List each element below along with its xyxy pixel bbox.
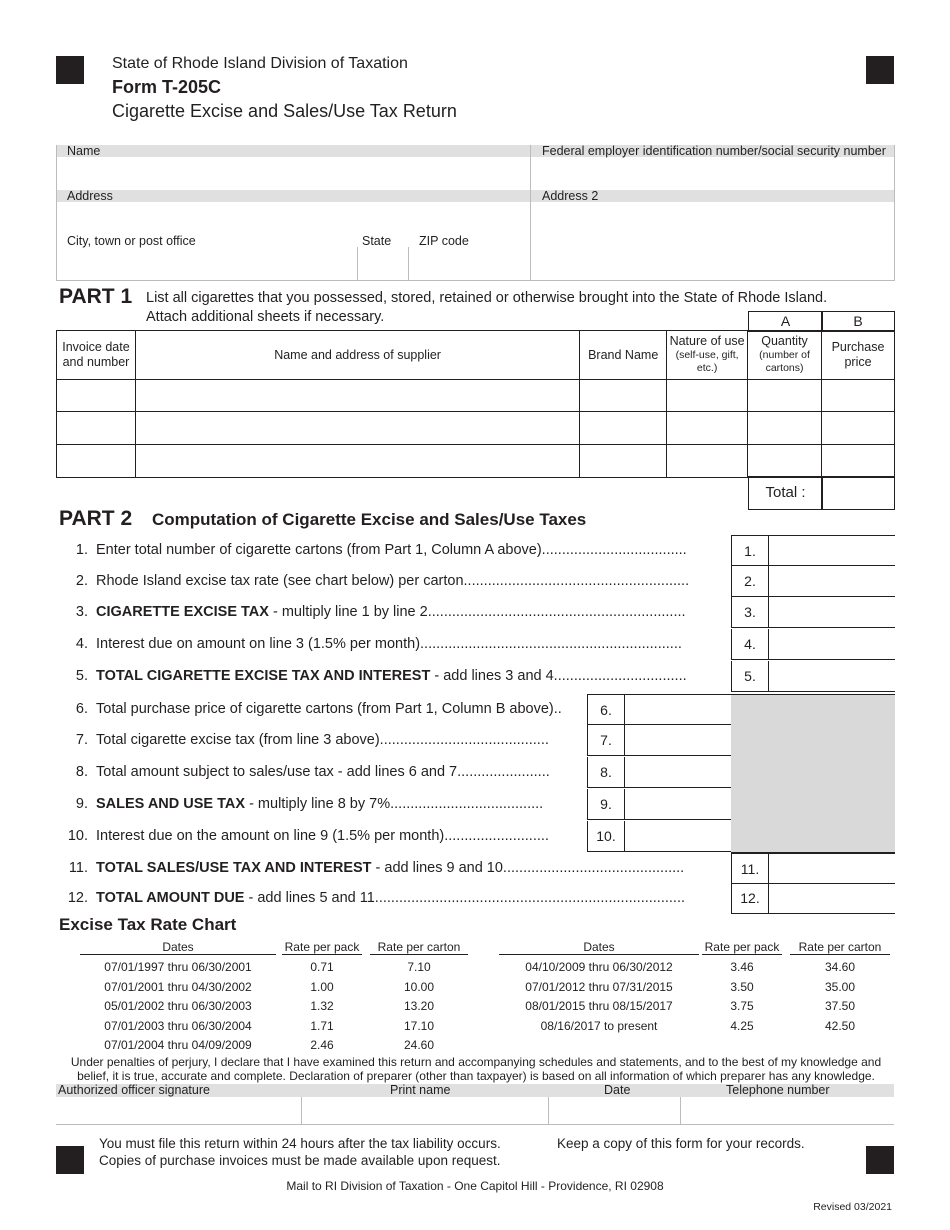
print-name-field[interactable] [302,1097,548,1124]
supplier-cell[interactable] [135,380,579,412]
rate-cell: 35.00 [824,979,856,994]
rate-cell: 07/01/2012 thru 07/31/2015 [525,979,673,994]
line-text: Rhode Island excise tax rate (see chart below) per carton........................................................ [96,573,690,589]
rate-cell: 24.60 [403,1038,435,1052]
quantity-cell[interactable] [748,412,822,445]
part2-line-6 [60,694,588,724]
line-4-amount-field[interactable] [769,629,895,660]
line-number: 12. [67,890,88,906]
rate-cell: 1.71 [310,1018,334,1033]
line-bold-text: TOTAL CIGARETTE EXCISE TAX AND INTEREST [96,668,431,684]
part2-line-9 [60,789,588,819]
registration-mark-bottom-right [866,1146,894,1174]
part2-line-10 [60,821,588,851]
line-text: - add lines 9 and 10............................................. [371,860,685,876]
line-box-number: 12. [731,883,769,914]
state-field[interactable] [358,247,408,280]
part1-header-row [57,331,895,380]
table-row [57,445,895,478]
part1-instructions-2: Attach additional sheets if necessary. [146,309,385,325]
invoice-cell[interactable] [57,380,136,412]
line-box-number: 3. [731,597,769,628]
line-8-amount-field[interactable] [625,757,731,788]
price-cell[interactable] [822,445,895,478]
agency-name: State of Rhode Island Division of Taxation [112,55,408,72]
part2-line-4 [60,629,730,659]
nature-cell[interactable] [667,445,748,478]
address-label: Address [56,190,530,202]
line-7-amount-field[interactable] [625,725,731,756]
line-box-number: 6. [587,694,625,725]
line-text: - add lines 5 and 11............................................................................. [244,890,686,906]
form-title: Cigarette Excise and Sales/Use Tax Return [112,101,457,121]
rate-cell: 04/10/2009 thru 06/30/2012 [525,960,673,974]
fein-field[interactable] [531,157,894,190]
brand-cell[interactable] [580,380,667,412]
id-divider-mid [530,145,531,280]
rate-cell: 3.46 [730,960,754,974]
line-text: Total amount subject to sales/use tax - add lines 6 and 7....................... [96,764,550,780]
filing-note-1: You must file this return within 24 hours after the tax liability occurs. [99,1136,501,1151]
line-number: 8. [75,764,88,780]
rate-cell: 0.71 [310,960,334,974]
line-number: 7. [75,732,88,748]
line-box-number: 10. [587,821,625,852]
print-name-label: Print name [390,1083,451,1097]
rate-header-left-carton: Rate per carton [370,940,468,955]
line-10-amount-field[interactable] [625,821,731,852]
part1-instructions-1: List all cigarettes that you possessed, stored, retained or otherwise brought into the State of Rhode Island. [146,290,828,306]
part2-line-12 [60,883,730,913]
line-11-amount-field[interactable] [769,853,895,884]
rate-cell: 08/01/2015 thru 08/15/2017 [525,999,673,1013]
address-field[interactable] [56,202,530,235]
line-text: Interest due on amount on line 3 (1.5% per month)................................................................. [96,636,682,652]
sig-divider-3 [680,1097,681,1124]
line-bold-text: TOTAL SALES/USE TAX AND INTEREST [96,860,372,876]
line-number: 2. [75,573,88,589]
part1-col-a-label: A [748,311,823,332]
rate-header-right-dates: Dates [499,940,699,955]
telephone-label: Telephone number [726,1083,830,1097]
line-3-amount-field[interactable] [769,597,895,628]
rate-cell: 1.32 [310,999,334,1013]
line-box-number: 7. [587,725,625,756]
officer-signature-field[interactable] [56,1097,301,1124]
supplier-cell[interactable] [135,412,579,445]
rate-cell: 37.50 [824,999,856,1013]
price-header: Purchase price [822,331,895,380]
id-border-right [894,145,895,280]
line-6-amount-field[interactable] [625,694,731,725]
invoice-header: Invoice date and number [57,331,136,380]
line-bold-text: SALES AND USE TAX [96,796,246,812]
id-divider-zip [408,247,409,280]
brand-header: Brand Name [580,331,667,380]
rate-cell: 13.20 [403,999,435,1013]
line-text: - multiply line 8 by 7%...................................... [245,796,544,812]
part1-total-label: Total : [748,476,823,510]
rate-cell: 05/01/2002 thru 06/30/2003 [104,999,252,1013]
id-border-bottom [56,280,895,281]
table-row [57,380,895,412]
brand-cell[interactable] [580,445,667,478]
rate-cell: 07/01/2004 thru 04/09/2009 [104,1038,252,1052]
line-bold-text: CIGARETTE EXCISE TAX [96,604,269,620]
table-row [57,412,895,445]
telephone-field[interactable] [681,1097,894,1124]
nature-header: Nature of use (self-use, gift, etc.) [667,331,748,380]
line-number: 11. [68,860,88,876]
rate-cell: 07/01/2003 thru 06/30/2004 [104,1018,252,1033]
rate-cell: 08/16/2017 to present [540,1018,658,1033]
part2-line-3 [60,597,730,627]
line-box-number: 5. [731,661,769,692]
declaration-line-2: belief, it is true, accurate and complete. Declaration of preparer (other than taxpayer) is based on all information of which preparer has any knowledge. [77,1069,875,1083]
id-border-left [56,145,57,280]
line-text: Interest due on the amount on line 9 (1.5% per month).......................... [96,828,549,844]
fein-label: Federal employer identification number/social security number [531,145,894,157]
line-box-number: 9. [587,789,625,820]
part2-line-2 [60,566,730,596]
line-5-amount-field[interactable] [769,661,895,692]
officer-signature-label: Authorized officer signature [58,1083,210,1097]
gray-block [731,694,895,853]
part2-title: Computation of Cigarette Excise and Sales/Use Taxes [152,510,587,529]
line-12-amount-field[interactable] [769,883,895,914]
part2-label: PART 2 [59,507,133,530]
name-label: Name [56,145,530,157]
part1-label: PART 1 [59,285,133,308]
rate-cell: 2.46 [310,1038,334,1052]
quantity-cell[interactable] [748,445,822,478]
registration-mark-top-right [866,56,894,84]
rate-cell: 3.75 [730,999,754,1013]
price-cell[interactable] [822,380,895,412]
part1-col-b-label: B [821,311,895,332]
line-2-amount-field[interactable] [769,566,895,597]
line-text: - multiply line 1 by line 2................................................................ [268,604,686,620]
part2-line-5 [60,661,730,691]
brand-cell[interactable] [580,412,667,445]
form-number: Form T-205C [112,77,222,97]
line-box-number: 2. [731,566,769,597]
line-number: 4. [75,636,88,652]
line-9-amount-field[interactable] [625,789,731,820]
rate-cell: 7.10 [407,960,431,974]
id-divider-state [357,247,358,280]
sig-border-bottom [56,1124,894,1125]
quantity-cell[interactable] [748,380,822,412]
invoice-cell[interactable] [57,412,136,445]
state-label: State [362,234,392,248]
invoice-cell[interactable] [57,445,136,478]
rate-cell: 07/01/2001 thru 04/30/2002 [104,979,252,994]
sig-divider-1 [301,1097,302,1124]
rate-cell: 17.10 [403,1018,435,1033]
revision-date: Revised 03/2021 [813,1201,892,1213]
rate-header-right-pack: Rate per pack [702,940,782,955]
nature-cell[interactable] [667,412,748,445]
rate-cell: 34.60 [824,960,856,974]
rate-cell: 4.25 [730,1018,754,1033]
rate-cell: 10.00 [403,979,435,994]
rate-header-left-pack: Rate per pack [282,940,362,955]
sig-divider-2 [548,1097,549,1124]
line-box-number: 11. [731,853,769,884]
line-text: - add lines 3 and 4................................. [430,668,687,684]
supplier-header: Name and address of supplier [135,331,579,380]
rate-cell: 42.50 [824,1018,856,1033]
registration-mark-top-left [56,56,84,84]
rate-cell: 1.00 [310,979,334,994]
address2-label: Address 2 [531,190,894,202]
price-cell[interactable] [822,412,895,445]
rate-cell: 07/01/1997 thru 06/30/2001 [104,960,252,974]
line-number: 10. [67,828,88,844]
registration-mark-bottom-left [56,1146,84,1174]
rate-chart-title: Excise Tax Rate Chart [59,915,237,934]
city-field[interactable] [56,247,357,280]
declaration-line-1: Under penalties of perjury, I declare that I have examined this return and accompanying schedules and statements, and to the best of my knowledge and [70,1055,882,1069]
rate-cell: 3.50 [730,979,754,994]
line-box-number: 8. [587,757,625,788]
line-number: 1. [75,542,88,558]
date-field[interactable] [549,1097,680,1124]
line-box-number: 1. [731,535,769,566]
line-number: 9. [75,796,88,812]
line-text: Total purchase price of cigarette cartons (from Part 1, Column B above).. [96,701,562,717]
nature-cell[interactable] [667,380,748,412]
line-number: 5. [75,668,88,684]
filing-note-2: Copies of purchase invoices must be made available upon request. [99,1153,501,1168]
quantity-header: Quantity (number of cartons) [748,331,822,380]
keep-copy-note: Keep a copy of this form for your records. [557,1136,805,1151]
line-box-number: 4. [731,629,769,660]
part1-table [56,330,895,478]
line-number: 6. [75,701,88,717]
part1-total-field[interactable] [821,476,895,510]
name-field[interactable] [56,157,530,190]
line-bold-text: TOTAL AMOUNT DUE [96,890,245,906]
address2-field[interactable] [531,202,894,235]
part2-line-8 [60,757,588,787]
rate-header-left-dates: Dates [80,940,276,955]
city-label: City, town or post office [67,234,196,248]
line-text: Enter total number of cigarette cartons (from Part 1, Column A above).................................... [96,542,687,558]
line-1-amount-field[interactable] [769,535,895,566]
line-text: Total cigarette excise tax (from line 3 above).......................................... [96,732,549,748]
part2-line-1 [60,535,730,565]
line-number: 3. [75,604,88,620]
part2-line-11 [60,853,730,883]
date-label: Date [604,1083,631,1097]
zip-field[interactable] [409,247,530,280]
rate-header-right-carton: Rate per carton [790,940,890,955]
supplier-cell[interactable] [135,445,579,478]
part2-line-7 [60,725,588,755]
zip-label: ZIP code [419,234,469,248]
mailing-address: Mail to RI Division of Taxation - One Capitol Hill - Providence, RI 02908 [286,1179,664,1193]
